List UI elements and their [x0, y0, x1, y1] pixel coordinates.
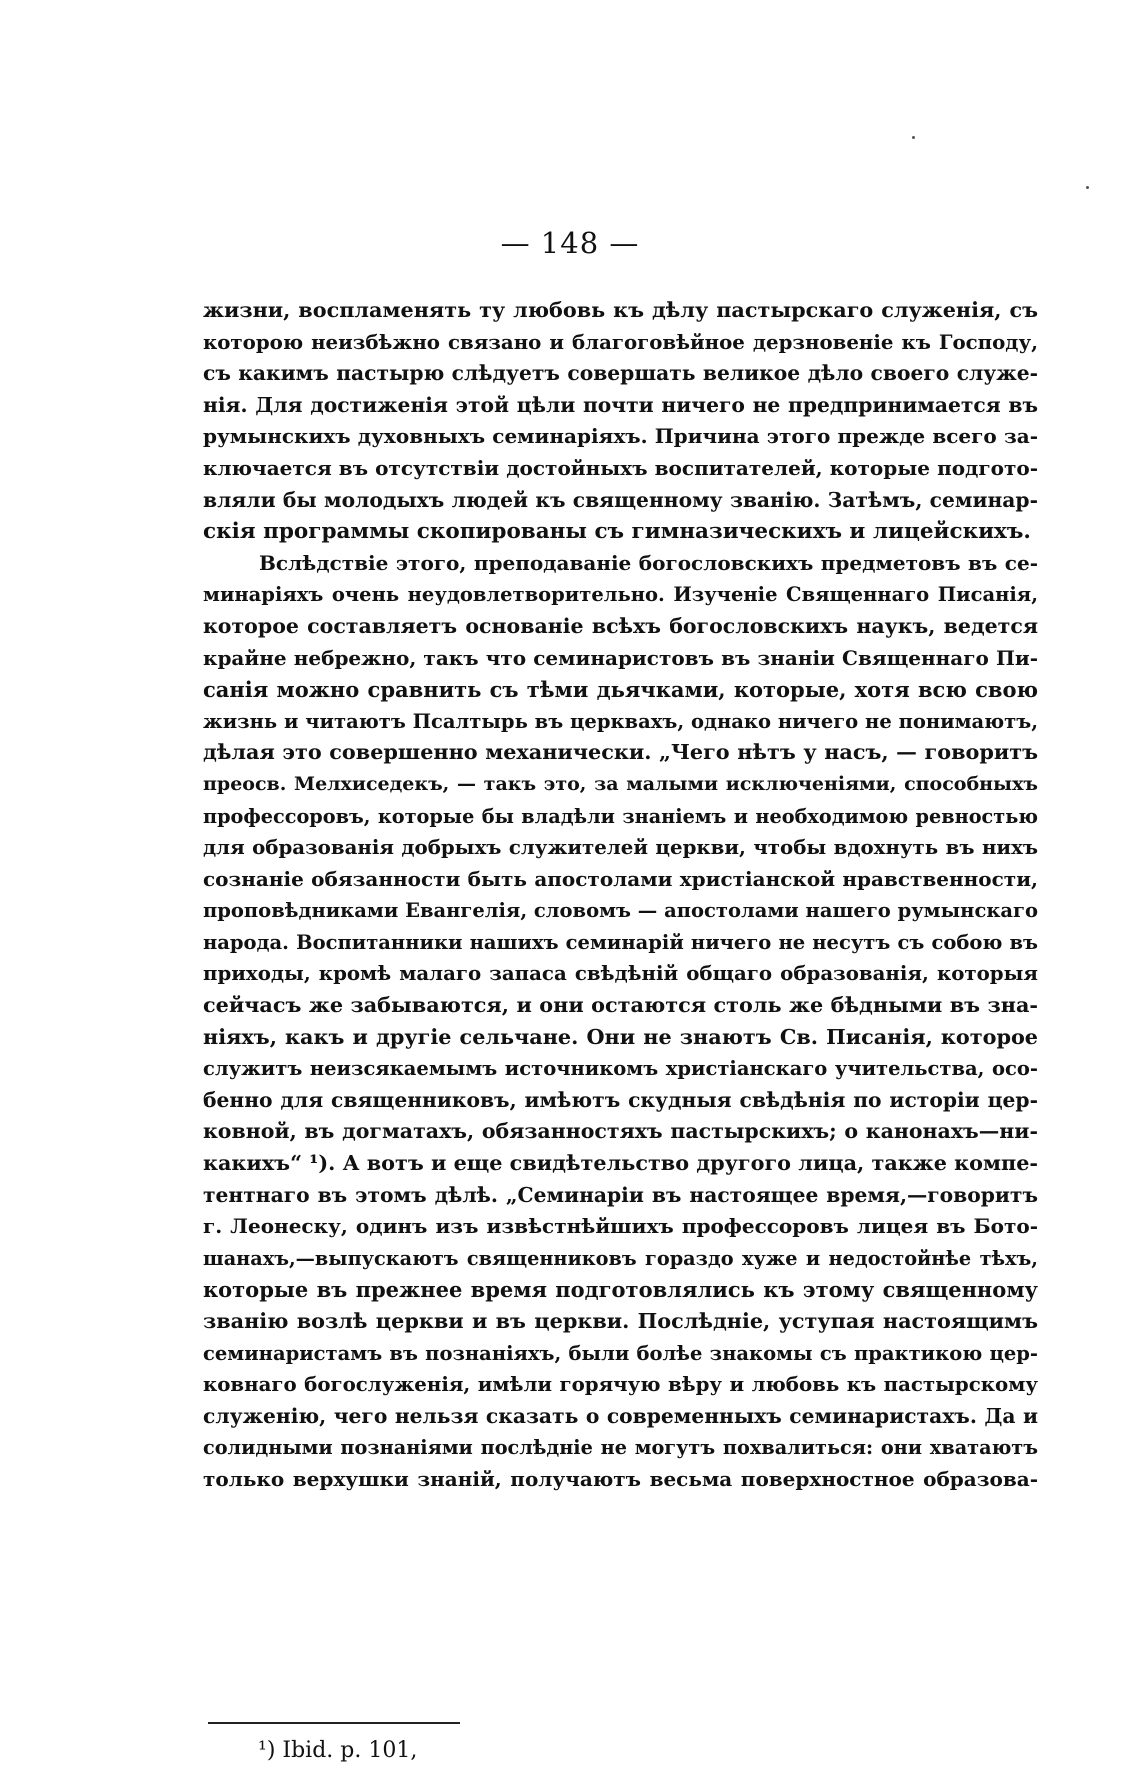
text-line: бенно для священниковъ, имѣютъ скудныя свѣдѣнія по исторіи цер-	[203, 1087, 1038, 1112]
text-line: званію возлѣ церкви и въ церкви. Послѣдніе, уступая настоящимъ	[203, 1309, 1038, 1333]
text-line: которые въ прежнее время подготовлялись къ этому священному	[203, 1277, 1038, 1303]
text-line: ніяхъ, какъ и другіе сельчане. Они не знаютъ Св. Писанія, которое	[203, 1024, 1038, 1049]
paper-speck	[1086, 186, 1089, 189]
text-line: г. Леонеску, одинъ изъ извѣстнѣйшихъ профессоровъ лицея въ Бото-	[203, 1214, 1038, 1239]
text-line: проповѣдниками Евангелія, словомъ — апостолами нашего румынскаго	[203, 899, 1038, 923]
text-line: Вслѣдствіе этого, преподаваніе богословскихъ предметовъ въ се-	[259, 550, 1038, 575]
text-line: которою неизбѣжно связано и благоговѣйное дерзновеніе къ Господу,	[203, 329, 1038, 354]
text-line: преосв. Мелхиседекъ, — такъ это, за малыми исключеніями, способныхъ	[203, 772, 1038, 795]
page-number: — 148 —	[500, 226, 640, 260]
text-line: дѣлая это совершенно механически. „Чего нѣтъ у насъ, — говоритъ	[203, 740, 1038, 765]
text-line: румынскихъ духовныхъ семинаріяхъ. Причина этого прежде всего за-	[203, 424, 1038, 449]
text-line: солидными познаніями послѣдніе не могутъ похвалиться: они хватаютъ	[203, 1436, 1038, 1460]
footnote: ¹) Ibid. p. 101,	[258, 1738, 418, 1763]
text-line: служитъ неизсякаемымъ источникомъ христіанскаго учительства, осо-	[203, 1057, 1038, 1081]
text-line: жизни, воспламенять ту любовь къ дѣлу пастырскаго служенія, съ	[203, 298, 1038, 322]
text-line: вляли бы молодыхъ людей къ священному званію. Затѣмъ, семинар-	[203, 487, 1038, 512]
text-line: скія программы скопированы съ гимназическихъ и лицейскихъ.	[203, 519, 1031, 545]
paper-speck	[912, 136, 915, 139]
text-line: ключается въ отсутствіи достойныхъ воспитателей, которые подгото-	[203, 455, 1038, 480]
text-line: санія можно сравнить съ тѣми дьячками, которые, хотя всю свою	[203, 677, 1038, 703]
text-line: только верхушки знаній, получаютъ весьма поверхностное образова-	[203, 1466, 1038, 1491]
text-line: ковнаго богослуженія, имѣли горячую вѣру и любовь къ пастырскому	[203, 1372, 1038, 1397]
text-line: сейчасъ же забываются, и они остаются столь же бѣдными въ зна-	[203, 993, 1038, 1018]
text-line: минаріяхъ очень неудовлетворительно. Изученіе Священнаго Писанія,	[203, 583, 1038, 607]
footnote-divider	[208, 1722, 460, 1724]
text-line: ковной, въ догматахъ, обязанностяхъ пастырскихъ; о канонахъ—ни-	[203, 1119, 1038, 1144]
text-line: народа. Воспитанники нашихъ семинарій ничего не несутъ съ собою въ	[203, 930, 1038, 954]
text-line: съ какимъ пастырю слѣдуетъ совершать великое дѣло своего служе-	[203, 361, 1038, 386]
text-line: служенію, чего нельзя сказать о современныхъ семинаристахъ. Да и	[203, 1403, 1038, 1428]
text-line: которое составляетъ основаніе всѣхъ богословскихъ наукъ, ведется	[203, 613, 1038, 638]
text-line: какихъ“ ¹). А вотъ и еще свидѣтельство другого лица, также компе-	[203, 1151, 1038, 1176]
text-line: для образованія добрыхъ служителей церкви, чтобы вдохнуть въ нихъ	[203, 835, 1038, 860]
text-line: шанахъ,—выпускаютъ священниковъ гораздо хуже и недостойнѣе тѣхъ,	[203, 1246, 1038, 1270]
text-line: крайне небрежно, такъ что семинаристовъ въ знаніи Священнаго Пи-	[203, 645, 1038, 670]
text-line: приходы, кромѣ малаго запаса свѣдѣній общаго образованія, которыя	[203, 961, 1038, 986]
text-line: нія. Для достиженія этой цѣли почти ничего не предпринимается въ	[203, 392, 1038, 417]
text-line: сознаніе обязанности быть апостолами христіанской нравственности,	[203, 866, 1038, 891]
text-line: жизнь и читаютъ Псалтырь въ церквахъ, однако ничего не понимаютъ,	[203, 709, 1038, 733]
body-text	[203, 295, 1038, 1496]
text-line: семинаристамъ въ познаніяхъ, были болѣе знакомы съ практикою цер-	[203, 1341, 1038, 1365]
text-line: тентнаго въ этомъ дѣлѣ. „Семинаріи въ настоящее время,—говоритъ	[203, 1182, 1038, 1207]
text-line: профессоровъ, которые бы владѣли знаніемъ и необходимою ревностью	[203, 804, 1038, 828]
